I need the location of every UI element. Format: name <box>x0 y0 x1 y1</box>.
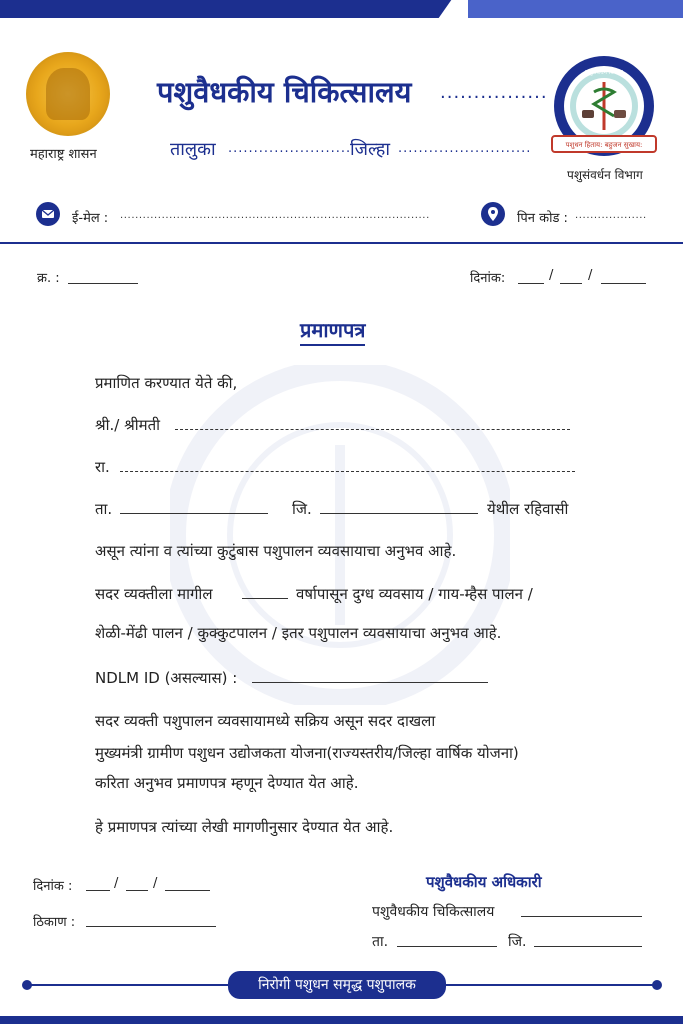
footer-dot-right <box>652 980 662 990</box>
sign-date-day-blank[interactable] <box>86 890 110 891</box>
date-separator: / <box>114 876 119 891</box>
top-banner-bar <box>0 0 683 18</box>
logo-ribbon-text: पशुधन हिताय: बहुजन सुखाय: <box>565 141 643 149</box>
maharashtra-emblem-icon <box>26 52 110 136</box>
experience-line: असून त्यांना व त्यांच्या कुटुंबास पशुपालन व्यवसायाचा अनुभव आहे. <box>95 542 457 560</box>
emblem-seal-figure <box>46 68 90 120</box>
taluka-field-blank[interactable] <box>120 513 268 514</box>
residence-blank[interactable] <box>120 471 575 472</box>
clinic-sign-label: पशुवैधकीय चिकित्सालय <box>372 904 495 920</box>
clinic-title-blank: ................ <box>440 82 548 103</box>
purpose-paragraph-line3: करिता अनुभव प्रमाणपत्र म्हणून देण्यात येत आहे. <box>95 774 359 792</box>
sign-district-blank[interactable] <box>534 946 642 947</box>
district-field-blank[interactable] <box>320 513 478 514</box>
district-label: जिल्हा <box>350 139 390 160</box>
date-separator: / <box>588 268 593 283</box>
clinic-sign-blank[interactable] <box>521 916 642 917</box>
name-label: श्री./ श्रीमती <box>95 416 161 434</box>
location-pin-icon <box>481 202 505 226</box>
sign-taluka-label: ता. <box>372 934 389 950</box>
date-year-blank[interactable] <box>601 283 646 284</box>
sign-district-label: जि. <box>508 934 527 950</box>
date-separator: / <box>153 876 158 891</box>
bottom-banner-bar <box>0 1016 683 1024</box>
certificate-heading: प्रमाणपत्र <box>300 316 365 346</box>
date-label: दिनांक: <box>470 271 506 286</box>
number-blank[interactable] <box>68 283 138 284</box>
residence-label: रा. <box>95 458 110 476</box>
footer-dot-left <box>22 980 32 990</box>
name-blank[interactable] <box>175 429 570 430</box>
taluka-blank: ........................ <box>228 141 352 156</box>
taluka-label: तालुका <box>170 139 216 160</box>
footer-slogan: निरोगी पशुधन समृद्ध पशुपालक <box>228 971 446 999</box>
purpose-paragraph-line2: मुख्यमंत्री ग्रामीण पशुधन उद्योजकता योजना(राज्यस्तरीय/जिल्हा वार्षिक योजना) <box>95 744 519 762</box>
logo-top-text: पशुसंवर्धन विभाग <box>585 69 623 76</box>
sign-date-year-blank[interactable] <box>165 890 210 891</box>
place-blank[interactable] <box>86 926 216 927</box>
years-line-start: सदर व्यक्तीला मागील <box>95 585 213 603</box>
date-day-blank[interactable] <box>518 283 544 284</box>
sign-date-label: दिनांक : <box>33 879 73 894</box>
certify-intro: प्रमाणित करण्यात येते की, <box>95 374 238 392</box>
header-divider <box>0 242 683 244</box>
animal-husbandry-logo-icon <box>548 52 660 164</box>
email-label: ई-मेल : <box>72 211 109 226</box>
closing-statement: हे प्रमाणपत्र त्यांच्या लेखी मागणीनुसार देण्यात येत आहे. <box>95 818 394 836</box>
district-field-label: जि. <box>292 500 312 518</box>
email-icon <box>36 202 60 226</box>
resident-label: येथील रहिवासी <box>487 500 569 518</box>
top-banner-accent <box>468 0 683 18</box>
district-blank: .......................... <box>398 141 532 156</box>
pincode-label: पिन कोड : <box>517 211 568 226</box>
number-label: क्र. : <box>37 271 60 286</box>
years-line-end: वर्षापासून दुग्ध व्यवसाय / गाय-म्हैस पालन / <box>296 585 533 603</box>
date-separator: / <box>549 268 554 283</box>
taluka-field-label: ता. <box>95 500 113 518</box>
business-types-line: शेळी-मेंढी पालन / कुक्कुटपालन / इतर पशुपालन व्यवसायाचा अनुभव आहे. <box>95 624 502 642</box>
department-label: पशुसंवर्धन विभाग <box>567 168 643 182</box>
sign-taluka-blank[interactable] <box>397 946 497 947</box>
date-month-blank[interactable] <box>560 283 582 284</box>
sign-date-month-blank[interactable] <box>126 890 148 891</box>
watermark-logo-icon <box>170 365 510 705</box>
email-blank: .................................................................................. <box>120 210 430 221</box>
pincode-blank: ................... <box>575 210 647 221</box>
clinic-title: पशुवैधकीय चिकित्सालय <box>157 75 412 109</box>
ndlm-label: NDLM ID (असल्यास) : <box>95 669 238 687</box>
ndlm-blank[interactable] <box>252 682 488 683</box>
officer-title: पशुवैधकीय अधिकारी <box>426 873 542 891</box>
place-label: ठिकाण : <box>33 915 76 930</box>
years-blank[interactable] <box>242 598 288 599</box>
government-label: महाराष्ट्र शासन <box>30 147 97 162</box>
purpose-paragraph-line1: सदर व्यक्ती पशुपालन व्यवसायामध्ये सक्रिय असून सदर दाखला <box>95 712 436 730</box>
